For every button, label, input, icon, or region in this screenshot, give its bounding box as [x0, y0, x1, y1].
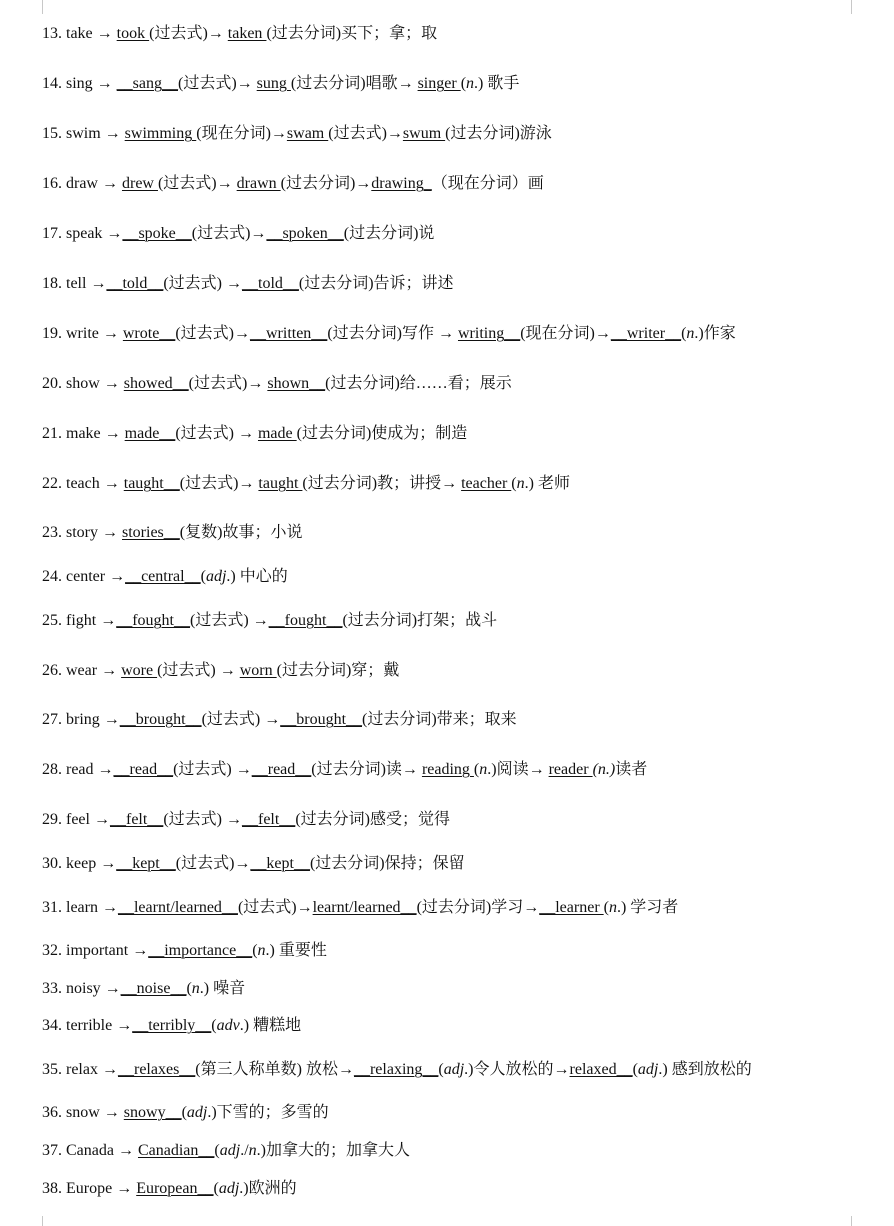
entry-text: (过去分词)保持；保留 [309, 855, 465, 872]
answer-text: __fought__ [116, 612, 190, 629]
entry-text: ( [460, 75, 467, 92]
entry-text: 36. snow → [42, 1104, 124, 1121]
entry-text: ) 感到放松的 [662, 1061, 752, 1078]
entry-text: 31. learn → [42, 899, 118, 916]
entry-26 [42, 661, 399, 681]
entry-text: 14. sing → [42, 75, 117, 92]
entry-text: 13. take → [42, 25, 117, 42]
entry-text: (过去分词)读→ [311, 761, 422, 778]
part-of-speech: n [608, 899, 617, 916]
part-of-speech: adj [219, 1142, 241, 1159]
entry-text: (复数)故事；小说 [179, 524, 303, 541]
entry-text: (第三人称单数) 放松→ [195, 1061, 354, 1078]
entry-text: 33. noisy → [42, 980, 121, 997]
entry-23 [42, 523, 302, 543]
answer-text: __told__ [242, 275, 299, 292]
page-corner-mark [851, 0, 866, 14]
entry-text: (过去式)→ [149, 25, 228, 42]
answer-text: drew [121, 175, 158, 192]
entry-text: . [239, 1017, 244, 1034]
answer-text: swam [286, 125, 329, 142]
answer-text: __writer__ [610, 325, 682, 342]
entry-text: 26. wear → [42, 662, 122, 679]
entry-35 [42, 1060, 752, 1080]
entry-text: ./ [240, 1142, 249, 1159]
answer-text: __felt__ [241, 811, 296, 828]
answer-text: __spoke__ [122, 225, 192, 242]
entry-text: 15. swim → [42, 125, 125, 142]
answer-text: __kept__ [116, 855, 176, 872]
entry-text: 19. write → [42, 325, 123, 342]
entry-31 [42, 898, 678, 918]
entry-text: (过去分词)→ [280, 175, 372, 192]
answer-text: __central__ [125, 568, 201, 585]
entry-text: (过去式)→ [191, 225, 267, 242]
answer-text: taught__ [123, 475, 180, 492]
entry-21 [42, 424, 467, 444]
entry-text: ( [681, 325, 687, 342]
entry-text: 16. draw → [42, 175, 122, 192]
entry-text: ( [181, 1104, 187, 1121]
entry-13 [42, 24, 437, 44]
entry-text: (过去式)→ [328, 125, 403, 142]
entry-text: (过去式) → [163, 275, 242, 292]
entry-33 [42, 979, 245, 999]
entry-text: . [256, 1142, 261, 1159]
page-corner-mark [28, 1216, 43, 1226]
entry-text: 30. keep → [42, 855, 117, 872]
entry-36 [42, 1103, 329, 1123]
entry-18 [42, 274, 454, 294]
entry-text: 25. fight → [42, 612, 117, 629]
entry-text: (过去式)→ [237, 899, 313, 916]
entry-text: (过去式) → [163, 811, 242, 828]
entry-text: 22. teach → [42, 475, 124, 492]
entry-text: ( [473, 761, 480, 778]
entry-text: 29. feel → [42, 811, 110, 828]
entry-text: (过去式) → [201, 711, 281, 728]
entry-text: 32. important → [42, 942, 149, 959]
entry-text: (过去分词)给……看；展示 [325, 375, 512, 392]
answer-text: __noise__ [120, 980, 187, 997]
entry-text: . [207, 1104, 212, 1121]
answer-text: shown__ [267, 375, 326, 392]
entry-text: ( [211, 1017, 217, 1034]
answer-text: European__ [136, 1180, 214, 1197]
answer-text: made [257, 425, 297, 442]
page-corner-mark [851, 1216, 866, 1226]
answer-text: taken [227, 25, 267, 42]
entry-text: (过去分词)使成为；制造 [296, 425, 468, 442]
entry-text: (过去分词)带来；取来 [362, 711, 517, 728]
answer-text: took [116, 25, 150, 42]
part-of-speech: (n.) [592, 761, 616, 778]
answer-text: stories__ [122, 524, 180, 541]
entry-text: (过去分词)学习→ [416, 899, 540, 916]
entry-text: ( [511, 475, 517, 492]
entry-16 [42, 174, 544, 194]
entry-text: ) 学习者 [620, 899, 679, 916]
entry-text: )令人放松的→ [468, 1061, 570, 1078]
entry-text: （现在分词）画 [431, 175, 544, 192]
entry-text: ( [632, 1061, 638, 1078]
entry-text: (过去式)→ [179, 475, 259, 492]
answer-text: drawn [236, 175, 281, 192]
answer-text: __felt__ [109, 811, 164, 828]
answer-text: __fought__ [268, 612, 343, 629]
entry-text: )下雪的；多雪的 [211, 1104, 329, 1121]
part-of-speech: adj [205, 568, 227, 585]
answer-text: worn [239, 662, 277, 679]
part-of-speech: n [479, 761, 488, 778]
entry-text: )阅读→ [491, 761, 549, 778]
entry-text: 18. tell → [42, 275, 107, 292]
entry-text: ) 重要性 [269, 942, 327, 959]
entry-text: (现在分词)→ [196, 125, 287, 142]
part-of-speech: adj [443, 1061, 465, 1078]
part-of-speech: n [191, 980, 200, 997]
entry-text: ) 歌手 [478, 75, 520, 92]
answer-text: wore [121, 662, 158, 679]
answer-text: taught [258, 475, 303, 492]
answer-text: Canadian__ [137, 1142, 215, 1159]
part-of-speech: adj [218, 1180, 240, 1197]
answer-text: learnt/learned__ [312, 899, 417, 916]
page-corner-mark [28, 0, 43, 14]
entry-text: . [265, 942, 270, 959]
entry-text: ( [603, 899, 609, 916]
entry-text: . [524, 475, 529, 492]
entry-text: (过去分词)穿；戴 [276, 662, 400, 679]
entry-text: ) 老师 [528, 475, 570, 492]
entry-text: . [616, 899, 621, 916]
entry-28 [42, 760, 647, 780]
answer-text: __importance__ [148, 942, 253, 959]
answer-text: snowy__ [123, 1104, 182, 1121]
answer-text: relaxed__ [569, 1061, 633, 1078]
part-of-speech: n [516, 475, 525, 492]
entry-text: ) 糟糕地 [243, 1017, 302, 1034]
entry-20 [42, 374, 512, 394]
entry-text: (过去分词)打架；战斗 [342, 612, 498, 629]
part-of-speech: n [257, 942, 266, 959]
answer-text: __read__ [113, 761, 174, 778]
entry-text: (过去分词)教；讲授→ [302, 475, 462, 492]
entry-19 [42, 324, 736, 344]
entry-text: ( [200, 568, 206, 585]
entry-17 [42, 224, 434, 244]
answer-text: reader [548, 761, 593, 778]
entry-text: 20. show → [42, 375, 124, 392]
entry-text: (过去分词)唱歌→ [290, 75, 418, 92]
entry-22 [42, 474, 570, 494]
entry-text: (过去分词)说 [343, 225, 435, 242]
entry-text: . [474, 75, 479, 92]
entry-text: ( [213, 1180, 219, 1197]
entry-text: (现在分词)→ [520, 325, 611, 342]
answer-text: __sang__ [116, 75, 178, 92]
entry-text: (过去式)→ [188, 375, 268, 392]
entry-text: . [226, 568, 231, 585]
entry-15 [42, 124, 552, 144]
entry-text: ( [186, 980, 192, 997]
entry-text: . [199, 980, 204, 997]
entry-text: 37. Canada → [42, 1142, 138, 1159]
entry-text: (过去式) → [157, 662, 240, 679]
part-of-speech: adj [637, 1061, 659, 1078]
entry-text: . [487, 761, 492, 778]
part-of-speech: n [686, 325, 695, 342]
answer-text: __learnt/learned__ [117, 899, 238, 916]
answer-text: __terribly__ [132, 1017, 212, 1034]
part-of-speech: adv [216, 1017, 240, 1034]
entry-24 [42, 567, 288, 587]
entry-text: 34. terrible → [42, 1017, 133, 1034]
answer-text: swum [402, 125, 446, 142]
entry-text: 38. Europe → [42, 1180, 137, 1197]
entry-text: (过去分词)感受；觉得 [295, 811, 450, 828]
entry-text: 28. read → [42, 761, 114, 778]
answer-text: __relaxing__ [353, 1061, 439, 1078]
entry-text: ) 噪音 [203, 980, 246, 997]
entry-text: (过去式) → [175, 425, 258, 442]
answer-text: sung [256, 75, 291, 92]
answer-text: singer [417, 75, 461, 92]
answer-text: __told__ [106, 275, 164, 292]
answer-text: __brought__ [280, 711, 363, 728]
entry-text: (过去式) → [173, 761, 252, 778]
entry-text: ( [214, 1142, 220, 1159]
entry-38 [42, 1179, 297, 1199]
entry-text: (过去式)→ [175, 325, 250, 342]
answer-text: __written__ [249, 325, 328, 342]
answer-text: drawing_ [371, 175, 432, 192]
entry-29 [42, 810, 450, 830]
entry-text: . [464, 1061, 469, 1078]
entry-text: 27. bring → [42, 711, 120, 728]
answer-text: __learner [539, 899, 604, 916]
entry-text: (过去式)→ [157, 175, 237, 192]
answer-text: __read__ [251, 761, 312, 778]
entry-30 [42, 854, 465, 874]
entry-text: ) 中心的 [230, 568, 288, 585]
entry-text: 17. speak → [42, 225, 123, 242]
answer-text: teacher [461, 475, 512, 492]
entry-text: 23. story → [42, 524, 122, 541]
entry-text: 24. center → [42, 568, 126, 585]
entry-text: )欧洲的 [243, 1180, 297, 1197]
answer-text: __relaxes__ [117, 1061, 196, 1078]
part-of-speech: n [248, 1142, 257, 1159]
entry-text: (过去分词)告诉；讲述 [298, 275, 454, 292]
entry-27 [42, 710, 517, 730]
entry-text: (过去式)→ [178, 75, 257, 92]
entry-text: ( [438, 1061, 444, 1078]
answer-text: __kept__ [250, 855, 310, 872]
entry-text: (过去分词)买下；拿；取 [266, 25, 438, 42]
entry-34 [42, 1016, 301, 1036]
part-of-speech: adj [186, 1104, 208, 1121]
entry-32 [42, 941, 327, 961]
entry-text: 35. relax → [42, 1061, 118, 1078]
answer-text: swimming [124, 125, 197, 142]
answer-text: showed__ [123, 375, 189, 392]
answer-text: reading [421, 761, 474, 778]
entry-text: . [239, 1180, 244, 1197]
entry-37 [42, 1141, 410, 1161]
answer-text: made__ [124, 425, 176, 442]
entry-text: ( [252, 942, 258, 959]
part-of-speech: n [466, 75, 475, 92]
entry-text: . [658, 1061, 663, 1078]
answer-text: __spoken__ [266, 225, 344, 242]
answer-text: writing__ [457, 325, 521, 342]
entry-text: 读者 [615, 761, 648, 778]
entry-text: (过去分词)写作 → [327, 325, 458, 342]
entry-14 [42, 74, 519, 94]
entry-25 [42, 611, 497, 631]
entry-text: 21. make → [42, 425, 125, 442]
entry-text: .)作家 [694, 325, 736, 342]
entry-text: (过去式) → [190, 612, 269, 629]
answer-text: wrote__ [122, 325, 176, 342]
entry-text: (过去式)→ [175, 855, 251, 872]
entry-text: )加拿大的；加拿大人 [260, 1142, 410, 1159]
entry-text: (过去分词)游泳 [445, 125, 552, 142]
answer-text: __brought__ [119, 711, 202, 728]
